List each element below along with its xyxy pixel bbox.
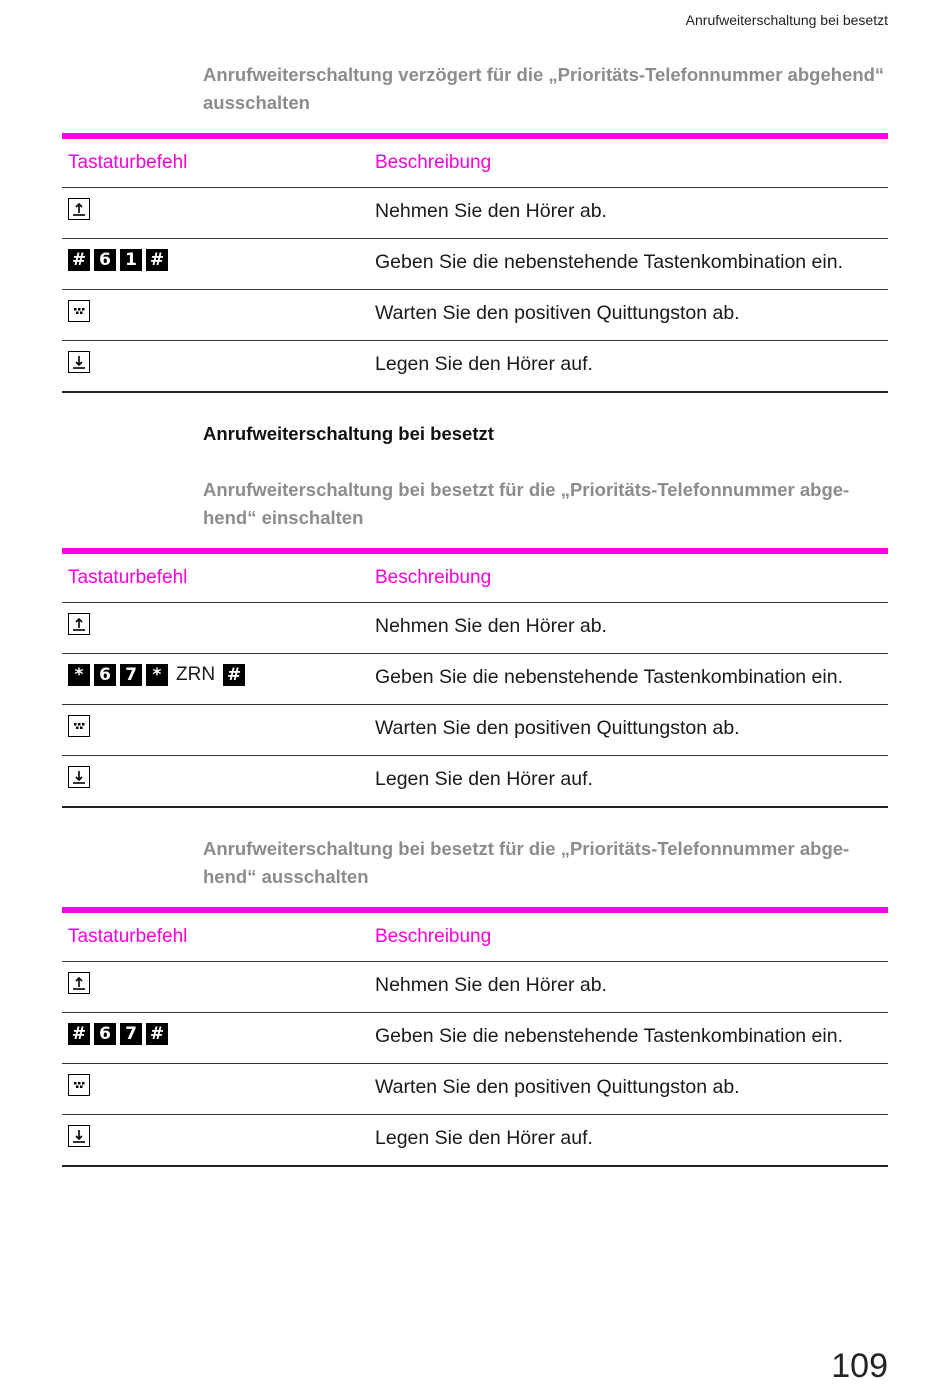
block-3-heading [203,835,893,891]
table-row [62,654,888,705]
block-3-heading-line1: Anrufweiterschaltung bei besetzt für die „Prioritäts-Telefonnummer abge- [203,838,850,859]
row-description: Nehmen Sie den Hörer ab. [375,615,607,637]
row-description: Legen Sie den Hörer auf. [375,353,593,375]
command-table-3 [62,907,888,1167]
block-1-heading [203,61,893,117]
handset-lift-icon [68,613,90,635]
command-table-2 [62,548,888,808]
row-description: Warten Sie den positiven Quittungston ab. [375,717,740,739]
key-star: * [146,664,168,686]
command-table-1 [62,133,888,393]
key-7: 7 [120,664,142,686]
key-7: 7 [120,1023,142,1045]
key-6: 6 [94,1023,116,1045]
key-sequence [68,1023,168,1045]
block-2-heading-line1: Anrufweiterschaltung bei besetzt für die „Prioritäts-Telefonnummer abge- [203,479,850,500]
key-hash: # [146,249,168,271]
confirmation-tone-icon [68,715,90,737]
key-hash: # [146,1023,168,1045]
key-sequence [68,249,168,271]
key-sequence [68,664,245,686]
table-row [62,962,888,1013]
key-1: 1 [120,249,142,271]
column-header-description: Beschreibung [375,926,492,947]
column-header-keys: Tastaturbefehl [68,152,188,173]
column-header-description: Beschreibung [375,152,492,173]
column-header-keys: Tastaturbefehl [68,567,188,588]
table-row [62,239,888,290]
section-title: Anrufweiterschaltung bei besetzt [203,423,494,444]
row-description: Geben Sie die nebenstehende Tastenkombination ein. [375,1025,843,1047]
confirmation-tone-icon [68,300,90,322]
table-row [62,603,888,654]
key-hash: # [223,664,245,686]
running-head: Anrufweiterschaltung bei besetzt [685,12,888,28]
table-row [62,290,888,341]
table-header-row [62,913,888,962]
table-row [62,1064,888,1115]
table-header-row [62,554,888,603]
key-6: 6 [94,664,116,686]
row-description: Legen Sie den Hörer auf. [375,1127,593,1149]
row-description: Nehmen Sie den Hörer ab. [375,974,607,996]
block-2-heading-line2: hend“ einschalten [203,507,364,528]
handset-lift-icon [68,198,90,220]
table-row [62,1013,888,1064]
block-1-heading-line2: ausschalten [203,92,310,113]
table-row [62,188,888,239]
table-header-row [62,139,888,188]
table-row [62,341,888,393]
handset-lift-icon [68,972,90,994]
table-row [62,1115,888,1167]
column-header-description: Beschreibung [375,567,492,588]
table-row [62,756,888,808]
block-1-heading-line1: Anrufweiterschaltung verzögert für die „Prioritäts-Telefonnummer abgehend“ [203,64,885,85]
column-header-keys: Tastaturbefehl [68,926,188,947]
confirmation-tone-icon [68,1074,90,1096]
handset-hangup-icon [68,1125,90,1147]
zrn-placeholder: ZRN [176,664,216,685]
row-description: Warten Sie den positiven Quittungston ab. [375,1076,740,1098]
row-description: Geben Sie die nebenstehende Tastenkombination ein. [375,666,843,688]
block-3-heading-line2: hend“ ausschalten [203,866,369,887]
table-row [62,705,888,756]
key-star: * [68,664,90,686]
handset-hangup-icon [68,766,90,788]
key-6: 6 [94,249,116,271]
row-description: Geben Sie die nebenstehende Tastenkombination ein. [375,251,843,273]
page-number: 109 [831,1347,888,1385]
block-2-heading [203,476,893,532]
key-hash: # [68,249,90,271]
handset-hangup-icon [68,351,90,373]
row-description: Legen Sie den Hörer auf. [375,768,593,790]
row-description: Nehmen Sie den Hörer ab. [375,200,607,222]
key-hash: # [68,1023,90,1045]
row-description: Warten Sie den positiven Quittungston ab. [375,302,740,324]
